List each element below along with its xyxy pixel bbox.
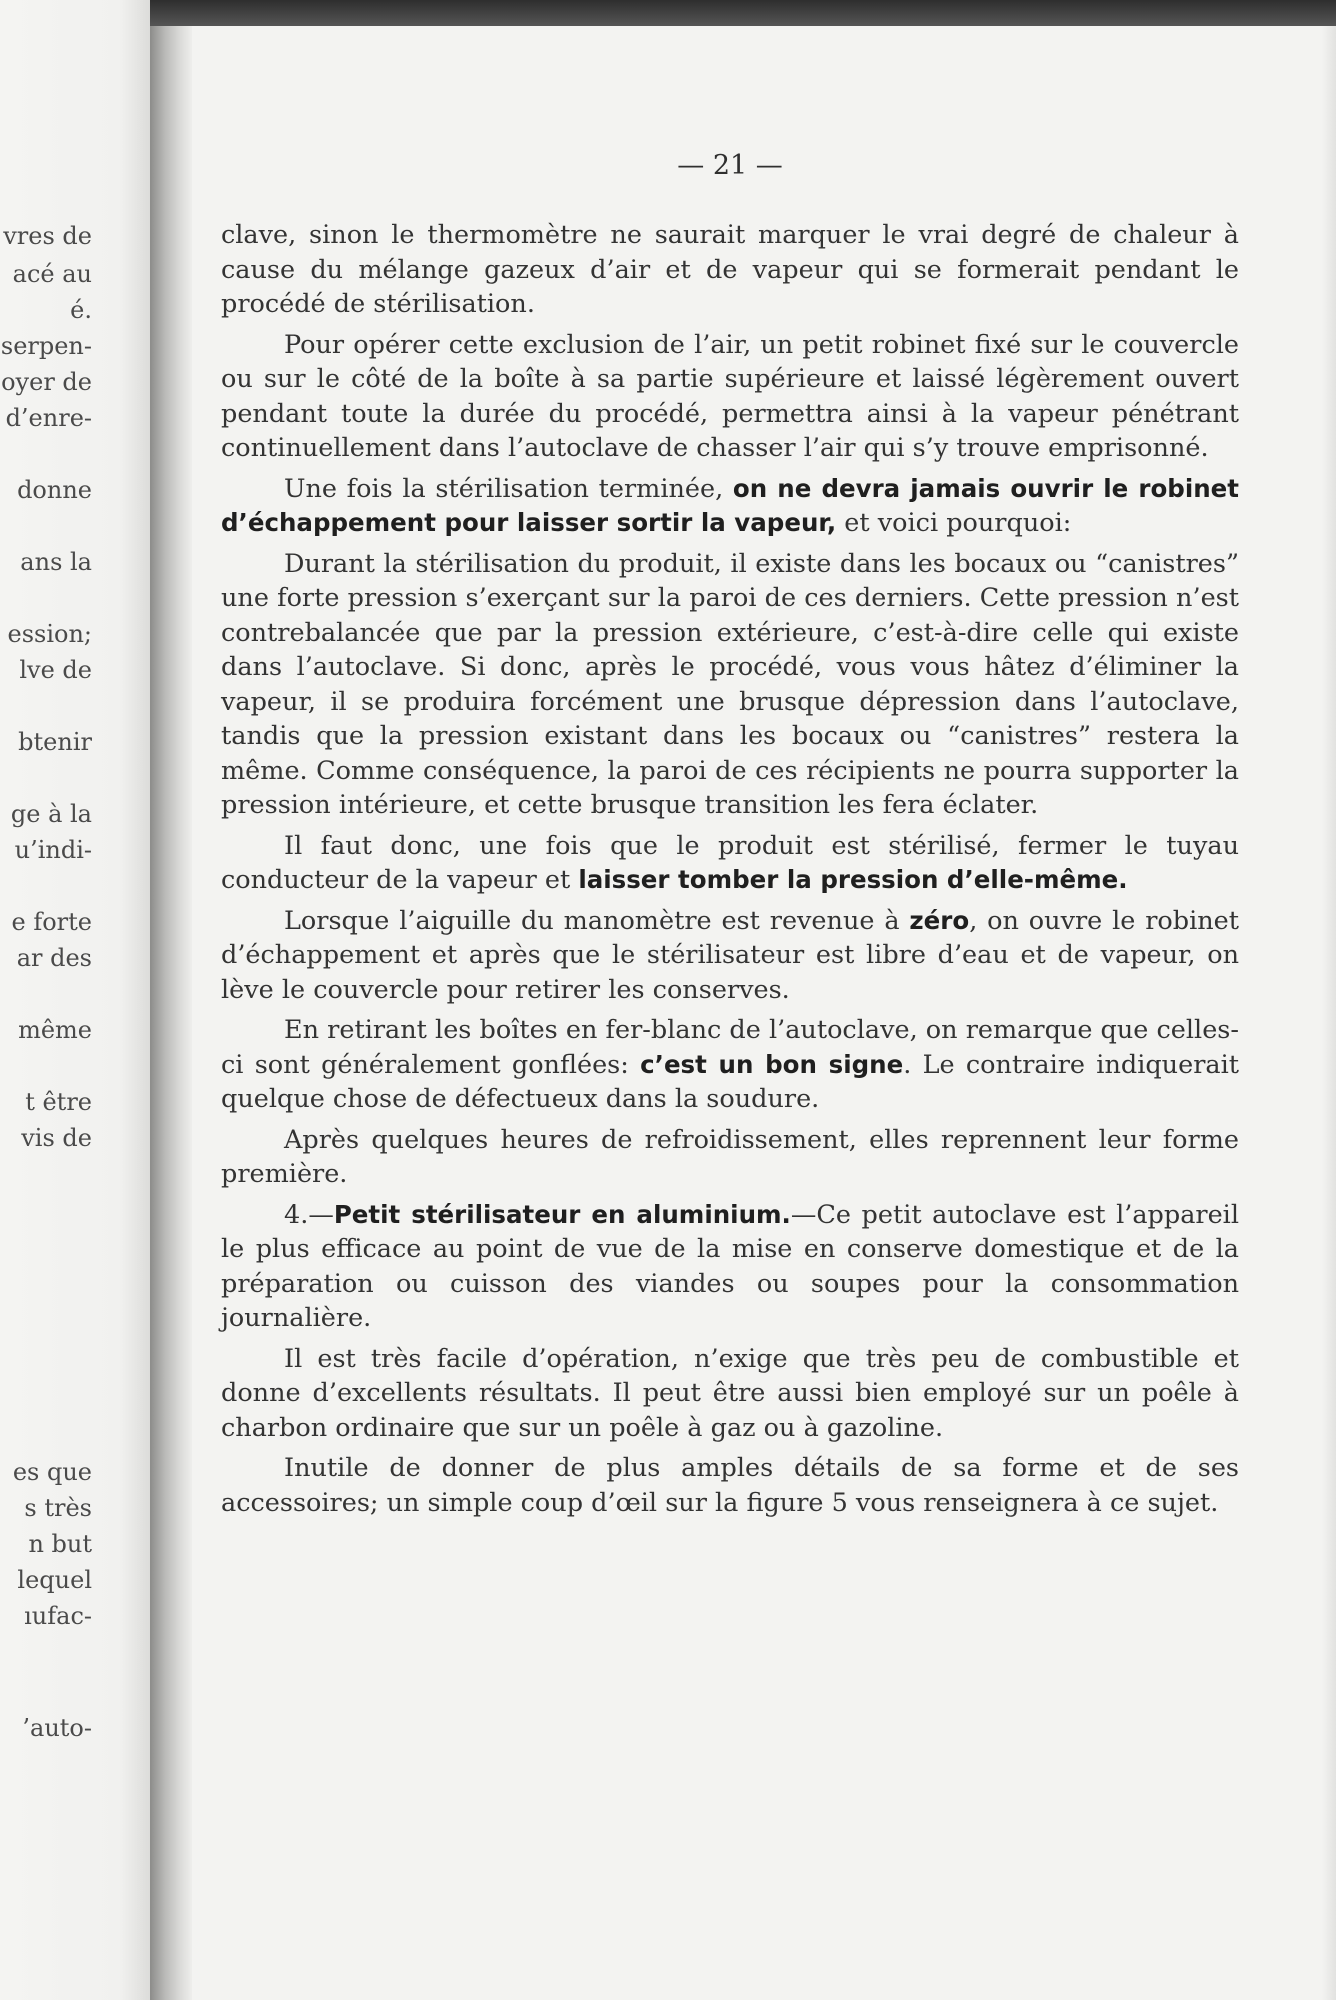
left-page-fragment: e forte bbox=[11, 908, 92, 936]
left-page-fragment: é. bbox=[70, 296, 92, 324]
left-page-fragment: ge à la bbox=[10, 800, 92, 828]
text-run: Il faut donc, une fois que le produit est stérilisé, fermer le tuyau conducteur de la vapeur et bbox=[221, 830, 1239, 895]
text-run: Il est très facile d’opération, n’exige que très peu de combustible et donne d’excellents résultats. Il peut être aussi bien employé sur un poêle à charbon ordinaire que sur un poêle à gaz ou à gazoline. bbox=[221, 1343, 1239, 1443]
text-run: et voici pourquoi: bbox=[836, 508, 1072, 538]
text-run: Lorsque l’aiguille du manomètre est revenue à bbox=[284, 905, 910, 936]
paragraph bbox=[221, 904, 1239, 1008]
left-page-fragment: ession; bbox=[7, 620, 92, 648]
left-facing-page bbox=[0, 0, 150, 2000]
paragraph bbox=[221, 218, 1239, 322]
left-page-fragment: d’enre- bbox=[5, 404, 92, 432]
left-page-fragment: oyer de bbox=[1, 368, 92, 396]
text-run: Après quelques heures de refroidissement, elles reprennent leur forme première. bbox=[221, 1124, 1239, 1189]
left-page-fragment: ıufac- bbox=[24, 1602, 92, 1630]
left-page-fragment: btenir bbox=[18, 728, 92, 756]
left-page-fragment: acé au bbox=[12, 260, 92, 288]
left-page-fragment: ans la bbox=[20, 548, 92, 576]
bold-phrase: on ne devra jamais ouvrir le robinet d’échappement pour laisser sortir la vapeur, bbox=[221, 473, 1239, 537]
text-run: Durant la stérilisation du produit, il existe dans les bocaux ou “canistres” une forte pression s’exerçant sur la paroi de ces derniers. Cette pression n’est contrebalancée que par la pression extérieure, c’est-à-dire celle qui existe dans l’autoclave. Si donc, après le procédé, vous vous hâtez d’éliminer la vapeur, il se produira forcément une brusque dépression dans l’autoclave, tandis que la pression existant dans les bocaux ou “canistres” restera la même. Comme conséquence, la paroi de ces récipients ne pourra supporter la pression intérieure, et cette brusque transition les fera éclater. bbox=[221, 548, 1239, 820]
left-page-fragment: donne bbox=[17, 476, 92, 504]
text-run: , on ouvre le robinet d’échappement et après que le stérilisateur est libre d’eau et de vapeur, on lève le couvercle pour retirer les conserves. bbox=[221, 905, 1239, 1005]
left-page-fragment: vres de bbox=[3, 222, 92, 250]
bold-phrase: laisser tomber la pression d’elle-même. bbox=[578, 865, 1128, 894]
bold-phrase: c’est un bon signe bbox=[640, 1049, 904, 1079]
left-page-fragment: es que bbox=[12, 1458, 92, 1486]
text-run: clave, sinon le thermomètre ne saurait marquer le vrai degré de chaleur à cause du mélange gazeux d’air et de vapeur qui se formerait pendant le procédé de stérilisation. bbox=[221, 220, 1239, 319]
text-run: En retirant les boîtes en fer-blanc de l’autoclave, on remarque que celles-ci sont généralement gonflées: bbox=[221, 1015, 1239, 1080]
left-page-fragment: serpen- bbox=[0, 332, 92, 360]
book-gutter-shadow bbox=[150, 0, 192, 2000]
left-page-fragment: lequel bbox=[17, 1566, 92, 1594]
left-page-fragment: même bbox=[18, 1016, 92, 1044]
paragraph bbox=[221, 1451, 1239, 1520]
right-page-edge bbox=[1322, 26, 1336, 2000]
paragraph bbox=[221, 472, 1239, 541]
left-page-fragment: u’indi- bbox=[14, 836, 92, 864]
text-run: . Le contraire indiquerait quelque chose de défectueux dans la soudure. bbox=[221, 1049, 1239, 1114]
paragraph bbox=[221, 1123, 1239, 1192]
left-page-fragment: lve de bbox=[19, 656, 92, 684]
paragraph bbox=[221, 1013, 1239, 1117]
paragraph bbox=[221, 328, 1239, 466]
paragraph bbox=[221, 1198, 1239, 1336]
scan-top-border bbox=[150, 0, 1336, 26]
left-page-fragment: vis de bbox=[21, 1124, 92, 1152]
bold-phrase: Petit stérilisateur en aluminium. bbox=[333, 1199, 791, 1229]
bold-phrase: zéro bbox=[909, 905, 970, 935]
body-text bbox=[221, 218, 1239, 1526]
paragraph bbox=[221, 547, 1239, 823]
text-run: Pour opérer cette exclusion de l’air, un petit robinet fixé sur le couvercle ou sur le côté de la boîte à sa partie supérieure et laissé légèrement ouvert pendant toute la durée du procédé, permettra ainsi à la vapeur pénétrant continuellement dans l’autoclave de chasser l’air qui s’y trouve emprisonné. bbox=[221, 329, 1239, 463]
text-run: Une fois la stérilisation terminée, bbox=[284, 473, 733, 504]
left-page-fragment: t être bbox=[25, 1088, 92, 1116]
page-number: — 21 — bbox=[677, 150, 783, 181]
text-run: 4.— bbox=[284, 1199, 334, 1230]
left-page-fragment: n but bbox=[28, 1530, 92, 1558]
text-run: —Ce petit autoclave est l’appareil le plus efficace au point de vue de la mise en conserve domestique et de la préparation ou cuisson des viandes ou soupes pour la consommation journalière. bbox=[221, 1199, 1239, 1333]
paragraph bbox=[221, 829, 1239, 898]
left-page-fragment: s très bbox=[24, 1494, 92, 1522]
paragraph bbox=[221, 1342, 1239, 1446]
left-page-fragment: ar des bbox=[16, 944, 92, 972]
left-page-fragment: ’auto- bbox=[22, 1714, 92, 1742]
text-run: Inutile de donner de plus amples détails de sa forme et de ses accessoires; un simple coup d’œil sur la figure 5 vous renseignera à ce sujet. bbox=[221, 1453, 1239, 1518]
